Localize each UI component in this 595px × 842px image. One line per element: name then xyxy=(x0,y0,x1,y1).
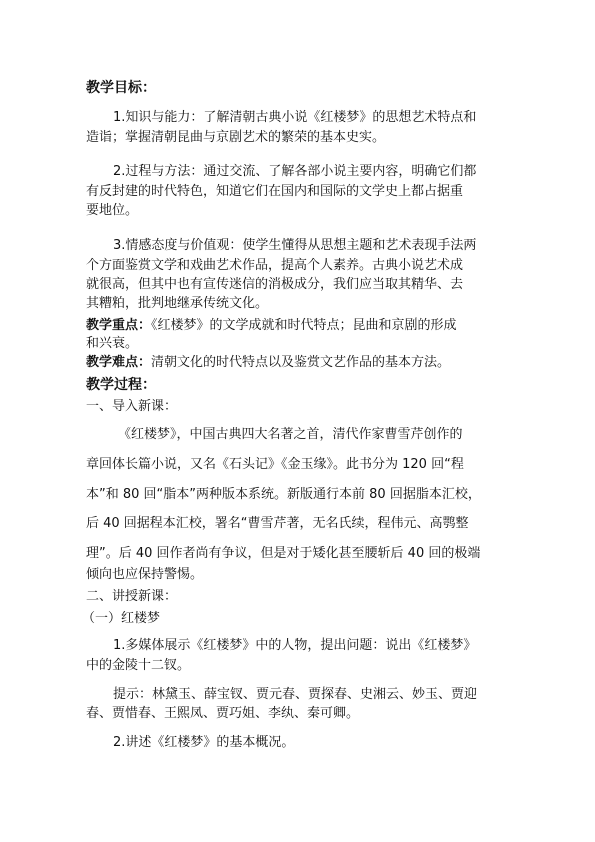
intro-line-5: 理”。后 40 回作者尚有争议，但是对于矮化甚至腰斩后 40 回的极端 xyxy=(86,546,481,561)
intro-line-4: 后 40 回据程本汇校，署名“曹雪芹著，无名氏续，程伟元、高鹗整 xyxy=(86,516,469,531)
hint-line-2: 春、贾惜春、王熙凤、贾巧姐、李纨、秦可卿。 xyxy=(86,706,360,721)
key-points-label: 教学重点： xyxy=(86,318,152,333)
item-2: 2.讲述《红楼梦》的基本概况。 xyxy=(113,735,295,750)
key-points-text-2: 和兴衰。 xyxy=(86,336,139,351)
hint-line-1: 提示：林黛玉、薛宝钗、贾元春、贾探春、史湘云、妙玉、贾迎 xyxy=(113,687,478,702)
difficult-points-text: 清朝文化的时代特点以及鉴赏文艺作品的基本方法。 xyxy=(151,355,451,370)
subsection-1-heading: （一）红楼梦 xyxy=(82,611,161,626)
objective-1-line-1: 1.知识与能力：了解清朝古典小说《红楼梦》的思想艺术特点和 xyxy=(113,110,477,125)
objectives-heading: 教学目标： xyxy=(86,80,156,96)
section-2-heading: 二、讲授新课： xyxy=(86,589,178,604)
intro-line-6: 倾向也应保持警惕。 xyxy=(86,567,204,582)
key-points-text-1: 《红楼梦》的文学成就和时代特点；昆曲和京剧的形成 xyxy=(151,318,457,333)
objective-3-line-3: 就很高，但其中也有宣传迷信的消极成分，我们应当取其精华、去 xyxy=(86,277,464,292)
objective-1-line-2: 造诣；掌握清朝昆曲与京剧艺术的繁荣的基本史实。 xyxy=(86,130,386,145)
section-1-heading: 一、导入新课： xyxy=(86,399,178,414)
objective-2-line-3: 要地位。 xyxy=(86,203,139,218)
objective-2-line-2: 有反封建的时代特色，知道它们在国内和国际的文学史上都占据重 xyxy=(86,184,464,199)
key-points xyxy=(86,318,457,334)
item-1-line-1: 1.多媒体展示《红楼梦》中的人物，提出问题：说出《红楼梦》 xyxy=(113,638,477,653)
intro-line-3: 本”和 80 回“脂本”两种版本系统。新版通行本前 80 回据脂本汇校， xyxy=(86,487,481,502)
item-1-line-2: 中的金陵十二钗。 xyxy=(86,658,191,673)
difficult-points xyxy=(86,355,450,371)
intro-line-1: 《红楼梦》，中国古典四大名著之首，清代作家曹雪芹创作的 xyxy=(118,427,463,442)
objective-3-line-2: 个方面鉴赏文学和戏曲艺术作品，提高个人素养。古典小说艺术成 xyxy=(86,258,464,273)
objective-2-line-1: 2.过程与方法：通过交流、了解各部小说主要内容，明确它们都 xyxy=(113,164,477,179)
difficult-points-label: 教学难点： xyxy=(86,355,152,370)
intro-line-2: 章回体长篇小说，又名《石头记》《金玉缘》。此书分为 120 回“程 xyxy=(86,457,464,472)
objective-3-line-1: 3.情感态度与价值观：使学生懂得从思想主题和艺术表现手法两 xyxy=(113,238,477,253)
process-heading: 教学过程： xyxy=(86,377,156,393)
objective-3-line-4: 其糟粕，批判地继承传统文化。 xyxy=(86,296,269,311)
